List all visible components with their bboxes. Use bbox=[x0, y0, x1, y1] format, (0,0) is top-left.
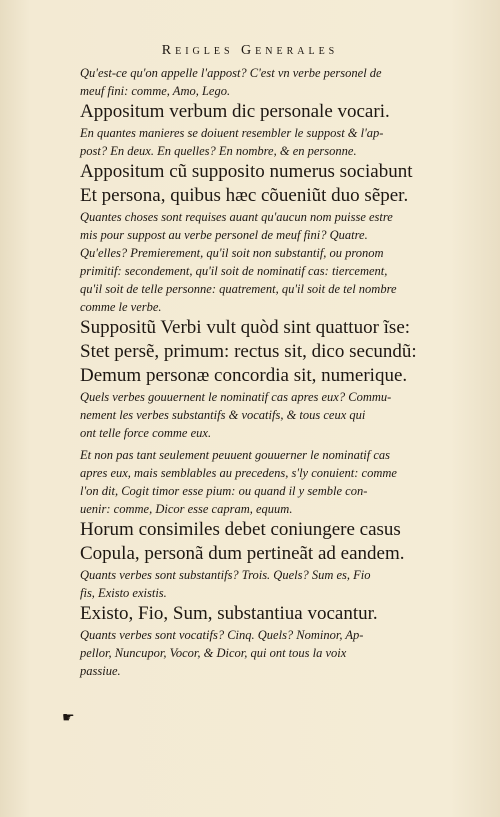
text-line: l'on dit, Cogit timor esse pium: ou quand il y semble con- bbox=[80, 484, 368, 498]
text-line: ont telle force comme eux. bbox=[80, 426, 212, 440]
text-line: comme le verbe. bbox=[80, 300, 162, 314]
text-line: Et non pas tant seulement peuuent gouuerner le nominatif cas bbox=[80, 448, 391, 462]
text-line: meuf fini: comme, Amo, Lego. bbox=[80, 84, 231, 98]
text-line: nement les verbes substantifs & vocatifs, & tous ceux qui bbox=[80, 408, 366, 422]
verse-line: Appositum verbum dic personale vocari. bbox=[80, 101, 390, 122]
manicule-mark-icon: ☛ bbox=[62, 710, 75, 726]
verse-line: Existo, Fio, Sum, substantiua vocantur. bbox=[80, 603, 378, 624]
text-line: qu'il soit de telle personne: quatrement, qu'il soit de tel nombre bbox=[80, 282, 397, 296]
text-line: Quants verbes sont substantifs? Trois. Quels? Sum es, Fio bbox=[80, 568, 371, 582]
verse-line: Horum consimiles debet coniungere casus bbox=[80, 519, 401, 540]
text-line: fis, Existo existis. bbox=[80, 586, 167, 600]
text-line: post? En deux. En quelles? En nombre, & en personne. bbox=[80, 144, 357, 158]
verse-line: Demum personæ concordia sit, numerique. bbox=[80, 365, 408, 386]
text-line: En quantes manieres se doiuent resembler le suppost & l'ap- bbox=[80, 126, 384, 140]
verse-line: Stet persẽ, primum: rectus sit, dico secundũ: bbox=[80, 341, 417, 362]
text-line: Qu'elles? Premierement, qu'il soit non substantif, ou pronom bbox=[80, 246, 384, 260]
verse-line: Appositum cũ supposito numerus sociabunt bbox=[80, 161, 413, 182]
text-line: apres eux, mais semblables au precedens, s'ly conuient: comme bbox=[80, 466, 397, 480]
page-text bbox=[80, 64, 480, 680]
verse-line: Et persona, quibus hæc cõueniũt duo sẽper. bbox=[80, 185, 409, 206]
verse-line: Suppositũ Verbi vult quòd sint quattuor ĩse: bbox=[80, 317, 411, 338]
text-line: pellor, Nuncupor, Vocor, & Dicor, qui ont tous la voix bbox=[80, 646, 347, 660]
text-line: primitif: secondement, qu'il soit de nominatif cas: tiercement, bbox=[80, 264, 388, 278]
running-header: Reigles Generales bbox=[161, 43, 339, 58]
text-line: mis pour suppost au verbe personel de meuf fini? Quatre. bbox=[80, 228, 368, 242]
text-line: Quants verbes sont vocatifs? Cinq. Quels? Nominor, Ap- bbox=[80, 628, 364, 642]
text-line: Qu'est-ce qu'on appelle l'appost? C'est vn verbe personel de bbox=[80, 66, 382, 80]
text-line: uenir: comme, Dicor esse capram, equum. bbox=[80, 502, 293, 516]
verse-line: Copula, personã dum pertineãt ad eandem. bbox=[80, 543, 405, 564]
text-line: Quels verbes gouuernent le nominatif cas apres eux? Commu- bbox=[80, 390, 392, 404]
text-line: Quantes choses sont requises auant qu'aucun nom puisse estre bbox=[80, 210, 393, 224]
text-line: passiue. bbox=[80, 664, 121, 678]
